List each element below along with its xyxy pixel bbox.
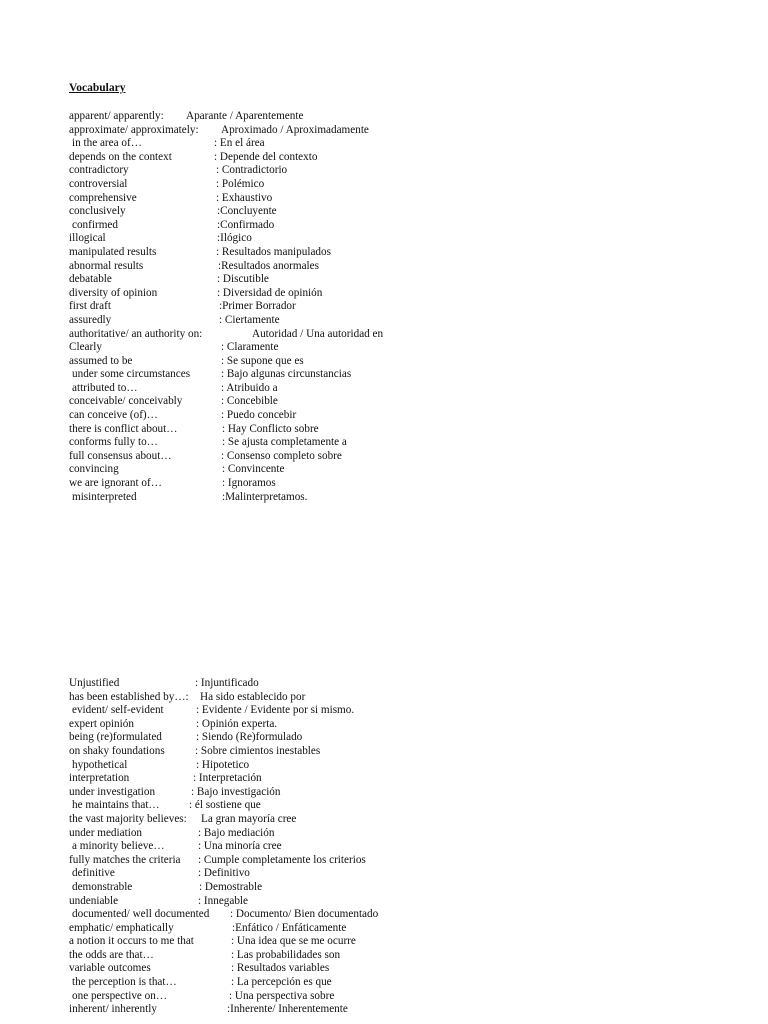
vocab-entry — [69, 477, 749, 491]
spanish-translation: : Ciertamente — [219, 313, 280, 326]
vocab-entry — [69, 772, 749, 786]
english-term: Unjustified — [69, 677, 120, 689]
spanish-translation: Aproximado / Aproximadamente — [221, 123, 369, 136]
spanish-translation: : Se ajusta completamente a — [222, 436, 347, 449]
spanish-translation: Autoridad / Una autoridad en — [252, 327, 384, 340]
spanish-translation: : Bajo mediación — [198, 826, 275, 839]
vocab-entry — [69, 922, 749, 936]
english-term: under some circumstances — [72, 368, 191, 381]
english-term: contradictory — [69, 164, 129, 177]
spanish-translation: : Interpretación — [193, 772, 262, 785]
vocab-entry — [69, 368, 749, 382]
english-term: expert opinión — [69, 717, 134, 730]
vocab-entry — [69, 895, 749, 909]
spanish-translation: : Hipotetico — [196, 758, 250, 771]
english-term: variable outcomes — [69, 962, 151, 975]
spanish-translation: : Depende del contexto — [214, 150, 318, 163]
english-term: first draft — [69, 300, 111, 313]
vocab-entry — [69, 382, 749, 396]
english-term: he maintains that… — [72, 799, 160, 812]
english-term: fully matches the criteria — [69, 853, 181, 866]
vocab-entry — [69, 341, 749, 355]
vocab-entry — [69, 219, 749, 233]
english-term: apparent/ apparently: — [69, 110, 164, 122]
spanish-translation: : Cumple completamente los criterios — [198, 853, 366, 866]
spanish-translation: : Concebible — [221, 395, 278, 408]
spanish-translation: : Una idea que se me ocurre — [231, 935, 356, 948]
spanish-translation: : Resultados variables — [231, 962, 330, 975]
vocab-entry — [69, 287, 749, 301]
vocab-entry — [69, 799, 749, 813]
spanish-translation: : él sostiene que — [189, 799, 261, 812]
english-term: a minority believe… — [72, 840, 165, 853]
vocab-entry — [69, 151, 749, 165]
vocab-entry — [69, 273, 749, 287]
vocab-entry — [69, 328, 749, 342]
spanish-translation: : Se supone que es — [221, 354, 304, 367]
spanish-translation: : Injuntificado — [195, 677, 259, 689]
vocab-entry — [69, 854, 749, 868]
english-term: hypothetical — [72, 758, 128, 771]
vocab-entry — [69, 827, 749, 841]
vocab-entry — [69, 314, 749, 328]
spanish-translation: : Puedo concebir — [221, 409, 297, 422]
vocab-entry — [69, 300, 749, 314]
spanish-translation: : Una minoría cree — [198, 840, 282, 853]
english-term: demonstrable — [72, 880, 133, 893]
english-term: definitive — [72, 867, 115, 880]
spanish-translation: : Siendo (Re)formulado — [196, 731, 303, 744]
spanish-translation: : Bajo investigación — [191, 785, 281, 798]
english-term: misinterpreted — [72, 490, 137, 503]
vocab-entry — [69, 450, 749, 464]
vocab-entry — [69, 463, 749, 477]
vocab-entry — [69, 759, 749, 773]
english-term: assuredly — [69, 313, 112, 326]
english-term: the perception is that… — [72, 976, 177, 989]
vocab-entry — [69, 409, 749, 423]
spanish-translation: : Atribuido a — [221, 381, 278, 394]
vocabulary-list-2 — [69, 677, 749, 1017]
vocab-entry — [69, 355, 749, 369]
spanish-translation: :Malinterpretamos. — [222, 490, 308, 503]
spanish-translation: : Exhaustivo — [216, 191, 273, 204]
english-term: one perspective on… — [72, 989, 168, 1002]
vocab-entry — [69, 786, 749, 800]
vocab-entry — [69, 691, 749, 705]
english-term: in the area of… — [72, 137, 142, 150]
vocab-entry — [69, 745, 749, 759]
english-term: manipulated results — [69, 245, 157, 258]
english-term: attributed to… — [72, 381, 138, 394]
english-term: we are ignorant of… — [69, 477, 162, 490]
spanish-translation: : Hay Conflicto sobre — [222, 422, 319, 435]
spanish-translation: :Enfático / Enfáticamente — [232, 921, 347, 934]
vocab-entry — [69, 491, 749, 505]
vocab-entry — [69, 840, 749, 854]
spanish-translation: : Contradictorio — [216, 164, 288, 177]
english-term: comprehensive — [69, 191, 137, 204]
english-term: conclusively — [69, 205, 126, 218]
english-term: a notion it occurs to me that — [69, 935, 194, 948]
spanish-translation: : Las probabilidades son — [231, 948, 341, 961]
english-term: conforms fully to… — [69, 436, 158, 449]
english-term: abnormal results — [69, 259, 144, 272]
vocab-entry — [69, 164, 749, 178]
english-term: diversity of opinion — [69, 286, 158, 299]
english-term: Clearly — [69, 341, 102, 354]
english-term: inherent/ inherently — [69, 1003, 157, 1016]
spanish-translation: : Sobre cimientos inestables — [195, 744, 321, 757]
vocab-entry — [69, 137, 749, 151]
vocabulary-title: Vocabulary — [69, 82, 126, 94]
vocab-entry — [69, 232, 749, 246]
english-term: full consensus about… — [69, 449, 172, 462]
vocab-entry — [69, 813, 749, 827]
spanish-translation: :Resultados anormales — [218, 259, 319, 272]
vocab-entry — [69, 423, 749, 437]
english-term: evident/ self-evident — [72, 704, 164, 717]
spanish-translation: Aparante / Aparentemente — [186, 110, 304, 122]
spanish-translation: : Claramente — [221, 341, 279, 354]
english-term: authoritative/ an authority on: — [69, 327, 203, 340]
english-term: debatable — [69, 273, 112, 286]
english-term: on shaky foundations — [69, 744, 165, 757]
spanish-translation: :Confirmado — [217, 218, 275, 231]
english-term: under mediation — [69, 826, 143, 839]
spanish-translation: : Ignoramos — [222, 477, 276, 490]
spanish-translation: : Polémico — [216, 177, 265, 190]
spanish-translation: : Diversidad de opinión — [217, 286, 323, 299]
english-term: approximate/ approximately: — [69, 123, 199, 136]
vocab-entry — [69, 260, 749, 274]
vocab-entry — [69, 704, 749, 718]
spanish-translation: : Documento/ Bien documentado — [230, 908, 379, 921]
vocab-entry — [69, 990, 749, 1004]
english-term: the vast majority believes: — [69, 812, 187, 825]
vocab-entry — [69, 881, 749, 895]
english-term: has been established by…: — [69, 690, 189, 703]
spanish-translation: Ha sido establecido por — [200, 690, 306, 703]
vocab-entry — [69, 962, 749, 976]
spanish-translation: : Bajo algunas circunstancias — [221, 368, 352, 381]
english-term: undeniable — [69, 894, 119, 907]
vocab-entry — [69, 949, 749, 963]
vocab-entry — [69, 718, 749, 732]
vocab-entry — [69, 935, 749, 949]
spanish-translation: La gran mayoría cree — [201, 812, 297, 825]
vocab-entry — [69, 976, 749, 990]
spanish-translation: : Demostrable — [199, 880, 263, 893]
spanish-translation: : Opinión experta. — [196, 717, 278, 730]
spanish-translation: : Convincente — [222, 463, 285, 476]
english-term: emphatic/ emphatically — [69, 921, 174, 934]
spanish-translation: : Innegable — [198, 894, 249, 907]
english-term: conceivable/ conceivably — [69, 395, 183, 408]
spanish-translation: :Concluyente — [217, 205, 277, 218]
english-term: controversial — [69, 177, 128, 190]
vocab-entry — [69, 908, 749, 922]
spanish-translation: :Ilógico — [217, 232, 252, 245]
vocabulary-list-1 — [69, 110, 749, 504]
vocab-entry — [69, 205, 749, 219]
vocab-entry — [69, 246, 749, 260]
spanish-translation: : Discutible — [217, 273, 269, 286]
spanish-translation: : Evidente / Evidente por si mismo. — [196, 704, 355, 717]
english-term: the odds are that… — [69, 948, 154, 961]
vocab-entry — [69, 867, 749, 881]
spanish-translation: : Una perspectiva sobre — [229, 989, 335, 1002]
vocab-entry — [69, 124, 749, 138]
english-term: assumed to be — [69, 354, 133, 367]
english-term: under investigation — [69, 785, 156, 798]
english-term: convincing — [69, 463, 119, 476]
vocab-entry — [69, 395, 749, 409]
english-term: documented/ well documented — [72, 908, 210, 921]
vocab-entry — [69, 436, 749, 450]
spanish-translation: : En el área — [214, 137, 265, 150]
vocab-entry — [69, 731, 749, 745]
spanish-translation: :Inherente/ Inherentemente — [227, 1003, 348, 1016]
english-term: interpretation — [69, 772, 130, 785]
vocab-entry — [69, 178, 749, 192]
spanish-translation: : La percepción es que — [231, 976, 332, 989]
spanish-translation: :Primer Borrador — [219, 300, 296, 313]
vocab-entry — [69, 1003, 749, 1017]
spanish-translation: : Consenso completo sobre — [221, 449, 342, 462]
english-term: being (re)formulated — [69, 731, 162, 744]
vocab-entry — [69, 110, 749, 124]
vocab-entry — [69, 677, 749, 691]
english-term: can conceive (of)… — [69, 409, 158, 422]
english-term: confirmed — [72, 218, 118, 231]
english-term: there is conflict about… — [69, 422, 178, 435]
vocab-entry — [69, 192, 749, 206]
english-term: depends on the context — [69, 150, 172, 163]
spanish-translation: : Resultados manipulados — [216, 245, 331, 258]
spanish-translation: : Definitivo — [198, 867, 250, 880]
english-term: illogical — [69, 232, 106, 245]
